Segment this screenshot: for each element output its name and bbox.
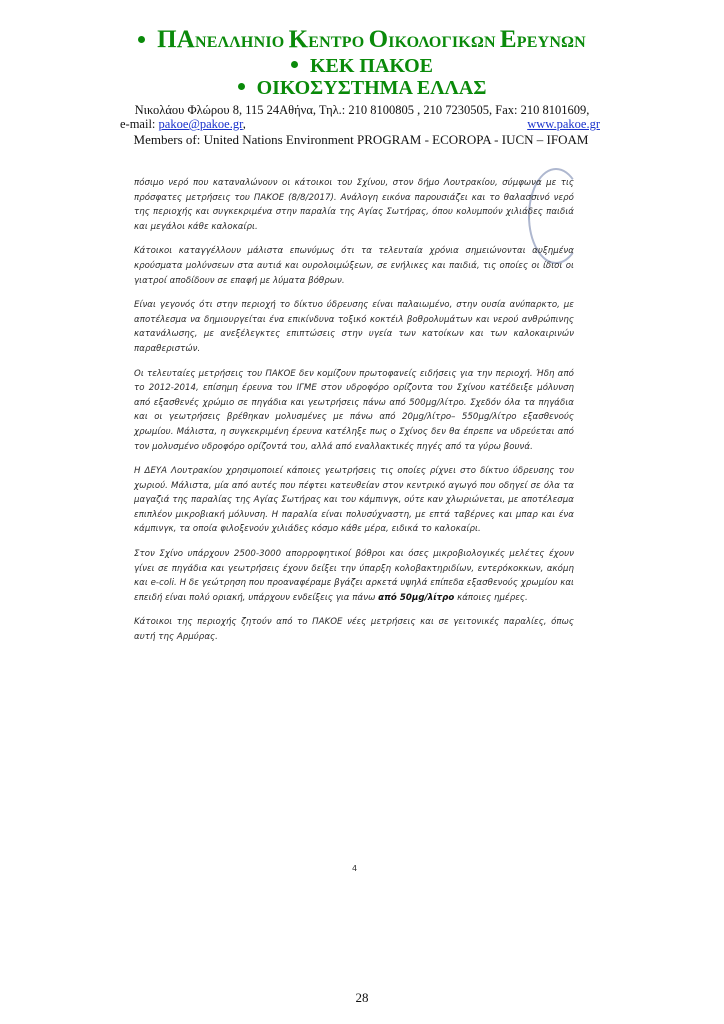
org-name-part-3: ΕΝΤΡΟ (308, 34, 369, 51)
page-number: 28 (355, 990, 369, 1005)
website-link[interactable]: www.pakoe.gr (527, 117, 600, 132)
email-link[interactable]: pakoe@pakoe.gr (158, 117, 243, 132)
kek-text: ΚΕΚ ΠΑΚΟΕ (309, 55, 434, 77)
p6-end: κάποιες ημέρες. (454, 592, 528, 603)
org-name-part-0: ΠΑ (157, 26, 195, 53)
scanned-letter (134, 176, 574, 896)
bullet-icon (238, 83, 245, 90)
bullet-icon (138, 36, 145, 43)
org-name-part-7: ΡΕΥΝΩΝ (516, 34, 586, 51)
org-name-text (157, 26, 586, 54)
address-line: Νικολάου Φλώρου 8, 115 24Αθήνα, Τηλ.: 210 8100805 , 210 7230505, Fax: 210 8101609, (134, 102, 590, 117)
letter-paragraph-4: Οι τελευταίες μετρήσεις του ΠΑΚΟΕ δεν κομίζουν πρωτοφανείς ειδήσεις για την περιοχή. Ήδη από το 2012-2014, επίσημη έρευνα του ΙΓΜΕ στον υδροφόρο ορίζοντα του Σχίνου κατέδειξε μόλυνση από εξασθενές χρώμιο σε πηγάδια και γεωτρήσεις πάνω από 500μg/λίτρο. Σχεδόν όλα τα πηγάδια και οι γεωτρήσεις βρέθηκαν μολυσμένες με πάνω από 20μg/λίτρο– 550μg/λίτρο εξασθενούς χρωμίου. Μάλιστα, η συγκεκριμένη έρευνα κατέληξε πως ο Σχίνος δεν θα έπρεπε να υδρεύεται από τον μολυσμένο υδροφόρο ορίζοντά του, αλλά από εναλλακτικές πηγές από τα γύρω βουνά. (134, 368, 574, 452)
contact-line (120, 117, 600, 132)
letter-paragraph-3: Είναι γεγονός ότι στην περιοχή το δίκτυο ύδρευσης είναι παλαιωμένο, στην ουσία ανύπαρκτο, με αποτέλεσμα να δημιουργείται ένα επικίνδυνα τοξικό κοκτέιλ βοθρολυμάτων και νερού ανθρώπινης κατανάλωσης, με ανεξέλεγκτες επιπτώσεις στην υγεία των κατοίκων και των καλοκαιρινών παραθεριστών. (134, 300, 574, 354)
letter-paragraph-1: πόσιμο νερό που καταναλώνουν οι κάτοικοι του Σχίνου, στον δήμο Λουτρακίου, σύμφωνα με τις πρόσφατες μετρήσεις του ΠΑΚΟΕ (8/8/2017). Ανάλογη εικόνα παρουσιάζει και το θαλασσινό νερό της περιοχής και συγκεκριμένα στην παραλία της Αγίας Σωτήρας, όπου κολυμπούν χιλιάδες παιδιά και μεγάλοι κάθε καλοκαίρι. (134, 178, 574, 232)
org-name-part-5: ΙΚΟΛΟΓΙΚΩΝ (388, 34, 500, 51)
letter-paragraph-6 (134, 547, 574, 605)
org-name-part-1: ΝΕΛΛΗΝΙΟ (194, 34, 289, 51)
scan-page-number: 4 (352, 864, 358, 873)
ecosystem-text: ΟΙΚΟΣΥΣΤΗΜΑ ΕΛΛΑΣ (256, 77, 487, 100)
letterhead-ecosystem (0, 77, 724, 99)
letter-paragraph-2: Κάτοικοι καταγγέλλουν μάλιστα επωνύμως ότι τα τελευταία χρόνια σημειώνονται αυξημένα κρούσματα μολύνσεων στα αυτιά και ουρολοιμώξεων, σε ενήλικες και παιδιά, τις οποίες οι ίδιοι οι γιατροί αποδίδουν σε επαφή με λύματα βόθρων. (134, 246, 574, 286)
bullet-icon (291, 61, 298, 68)
email-suffix: , (242, 117, 246, 132)
members-line: Members of: United Nations Environment PROGRAM - ECOROPA - IUCN – IFOAM (133, 132, 589, 148)
org-name-part-4: Ο (368, 26, 389, 53)
letter-paragraph-7: Κάτοικοι της περιοχής ζητούν από το ΠΑΚΟΕ νέες μετρήσεις και σε γειτονικές παραλίες, όπως αυτή της Αρμύρας. (134, 617, 574, 643)
letterhead-kek (0, 55, 724, 77)
p6-bold: από 50μg/λίτρο (378, 592, 455, 603)
email-label: e-mail: (120, 117, 159, 132)
p6-start: Στον Σχίνο υπάρχουν 2500-3000 απορροφητικοί βόθροι και όσες μικροβιολογικές μελέτες έχουν γίνει σε πηγάδια και γεωτρήσεις έχουν δείξει την ύπαρξη κολοβακτηριδίων, εντερόκοκκων, ακόμη και e-coli. Η δε γεώτρηση που προαναφέραμε βγάζει αρκετά υψηλά επίπεδα εξασθενούς χρωμίου και επειδή είναι πολύ οριακή, υπάρχουν ενδείξεις για πάνω (134, 549, 574, 603)
org-name-part-6: Ε (499, 26, 517, 53)
org-name-part-2: Κ (288, 26, 309, 53)
email-block (120, 117, 246, 132)
letterhead-org-name (0, 26, 724, 54)
letterhead (0, 26, 724, 148)
letter-paragraph-5: Η ΔΕΥΑ Λουτρακίου χρησιμοποιεί κάποιες γεωτρήσεις τις οποίες ρίχνει στο δίκτυο ύδρευσης του χωριού. Μάλιστα, μία από αυτές που πέφτει κατευθείαν στον κεντρικό αγωγό που οδηγεί σε όλα τα μαγαζιά της παραλίας της Αγίας Σωτήρας και του κάμπινγκ, ούτε καν χλωριώνεται, με αποτέλεσμα επιπλέον μικροβιακή μόλυνση. Η παραλία είναι πολυσύχναστη, με επτά ταβέρνες και μπαρ και ένα κάμπινγκ, τα οποία φιλοξενούν χιλιάδες κόσμο κάθε μέρα, ειδικά το καλοκαίρι. (134, 466, 574, 535)
